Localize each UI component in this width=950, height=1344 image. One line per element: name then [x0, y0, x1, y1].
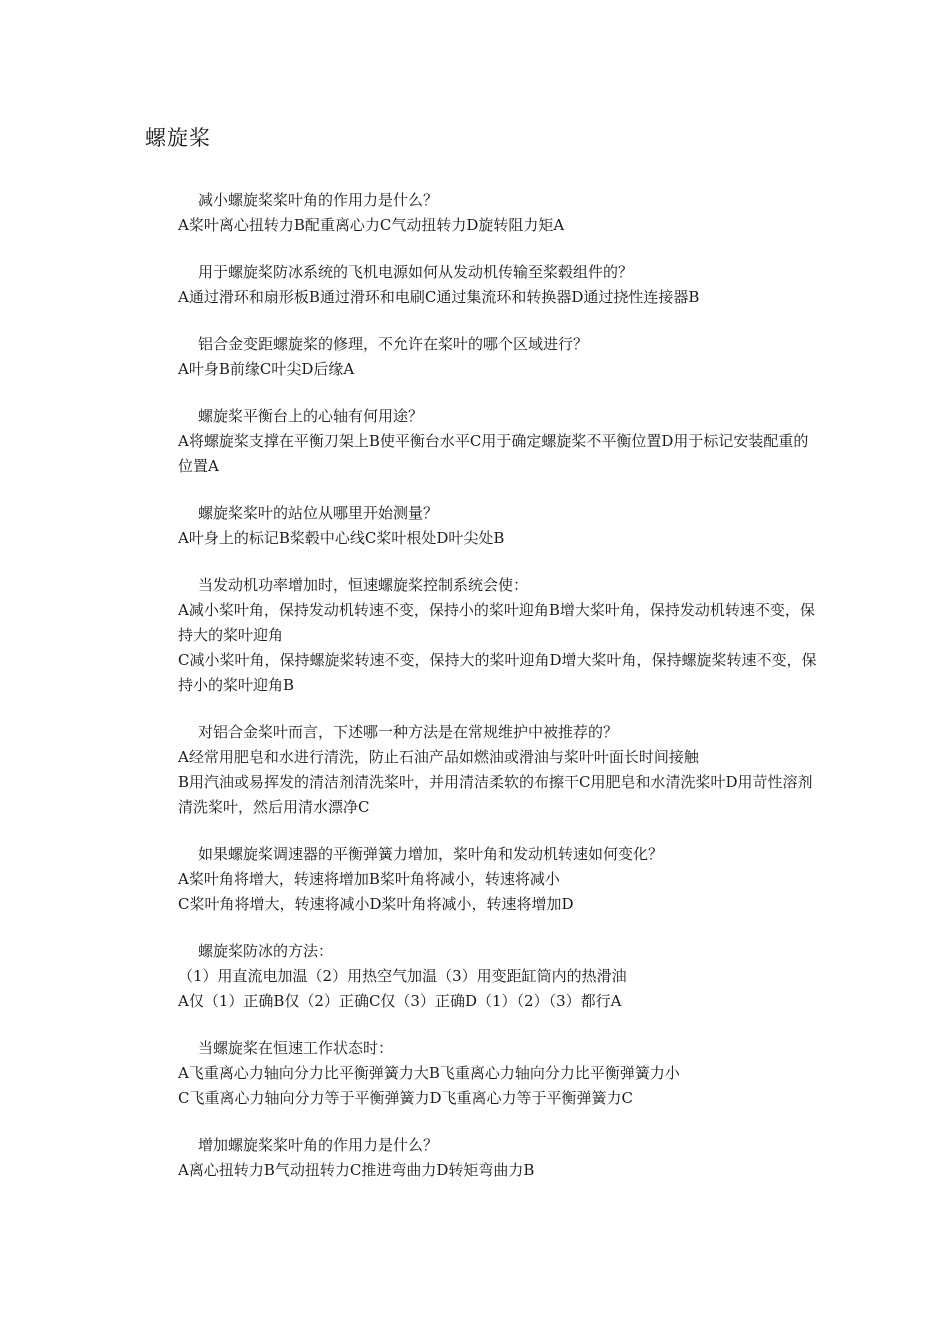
answer-line: （1）用直流电加温（2）用热空气加温（3）用变距缸筒内的热滑油	[178, 967, 627, 985]
question-block	[178, 332, 818, 382]
answer-line: A经常用肥皂和水进行清洗，防止石油产品如燃油或滑油与桨叶叶面长时间接触	[178, 748, 699, 766]
question-block	[178, 260, 818, 310]
question-text: 铝合金变距螺旋桨的修理，不允许在桨叶的哪个区域进行？	[198, 335, 589, 353]
question-block	[178, 842, 818, 917]
answer-line: A减小桨叶角，保持发动机转速不变，保持小的桨叶迎角B增大桨叶角，保持发动机转速不变，保持大的桨叶迎角	[178, 601, 815, 644]
answer-line: A通过滑环和扇形板B通过滑环和电刷C通过集流环和转换器D通过挠性连接器B	[178, 288, 700, 306]
question-text: 增加螺旋桨桨叶角的作用力是什么？	[198, 1136, 439, 1154]
question-block	[178, 720, 818, 820]
answer-line: B用汽油或易挥发的清洁剂清洗桨叶，并用清洁柔软的布擦干C用肥皂和水清洗桨叶D用苛性溶剂清洗桨叶，然后用清水漂净C	[178, 773, 813, 816]
answer-line: A飞重离心力轴向分力比平衡弹簧力大B飞重离心力轴向分力比平衡弹簧力小	[178, 1064, 680, 1082]
question-text: 当螺旋桨在恒速工作状态时：	[198, 1039, 394, 1057]
question-text: 螺旋桨防冰的方法：	[198, 942, 334, 960]
question-text: 如果螺旋桨调速器的平衡弹簧力增加，桨叶角和发动机转速如何变化？	[198, 845, 664, 863]
question-text: 用于螺旋桨防冰系统的飞机电源如何从发动机传输至桨毂组件的？	[198, 263, 634, 281]
answer-line: C桨叶角将增大，转速将减小D桨叶角将减小，转速将增加D	[178, 895, 574, 913]
question-text: 减小螺旋桨桨叶角的作用力是什么？	[198, 191, 439, 209]
question-block	[178, 501, 818, 551]
answer-line: A离心扭转力B气动扭转力C推进弯曲力D转矩弯曲力B	[178, 1161, 535, 1179]
question-list	[178, 188, 818, 1205]
question-block	[178, 188, 818, 238]
question-block	[178, 404, 818, 479]
question-text: 对铝合金桨叶而言，下述哪一种方法是在常规维护中被推荐的？	[198, 723, 619, 741]
answer-line: C减小桨叶角，保持螺旋桨转速不变，保持大的桨叶迎角D增大桨叶角，保持螺旋桨转速不变，保持小的桨叶迎角B	[178, 651, 817, 694]
answer-line: C飞重离心力轴向分力等于平衡弹簧力D飞重离心力等于平衡弹簧力C	[178, 1089, 633, 1107]
question-block	[178, 1036, 818, 1111]
question-text: 螺旋桨平衡台上的心轴有何用途？	[198, 407, 424, 425]
document-title: 螺旋桨	[145, 126, 211, 150]
question-block	[178, 939, 818, 1014]
answer-line: A桨叶离心扭转力B配重离心力C气动扭转力D旋转阻力矩A	[178, 216, 565, 234]
answer-line: A叶身上的标记B桨毂中心线C桨叶根处D叶尖处B	[178, 529, 505, 547]
answer-line: A叶身B前缘C叶尖D后缘A	[178, 360, 355, 378]
answer-line: A桨叶角将增大，转速将增加B桨叶角将减小，转速将减小	[178, 870, 560, 888]
question-text: 螺旋桨桨叶的站位从哪里开始测量？	[198, 504, 439, 522]
question-block	[178, 1133, 818, 1183]
answer-line: A将螺旋桨支撑在平衡刀架上B使平衡台水平C用于确定螺旋桨不平衡位置D用于标记安装配重的位置A	[178, 432, 809, 475]
answer-line: A仅（1）正确B仅（2）正确C仅（3）正确D（1）（2）（3）都行A	[178, 992, 622, 1010]
question-block	[178, 573, 818, 698]
question-text: 当发动机功率增加时，恒速螺旋桨控制系统会使：	[198, 576, 529, 594]
